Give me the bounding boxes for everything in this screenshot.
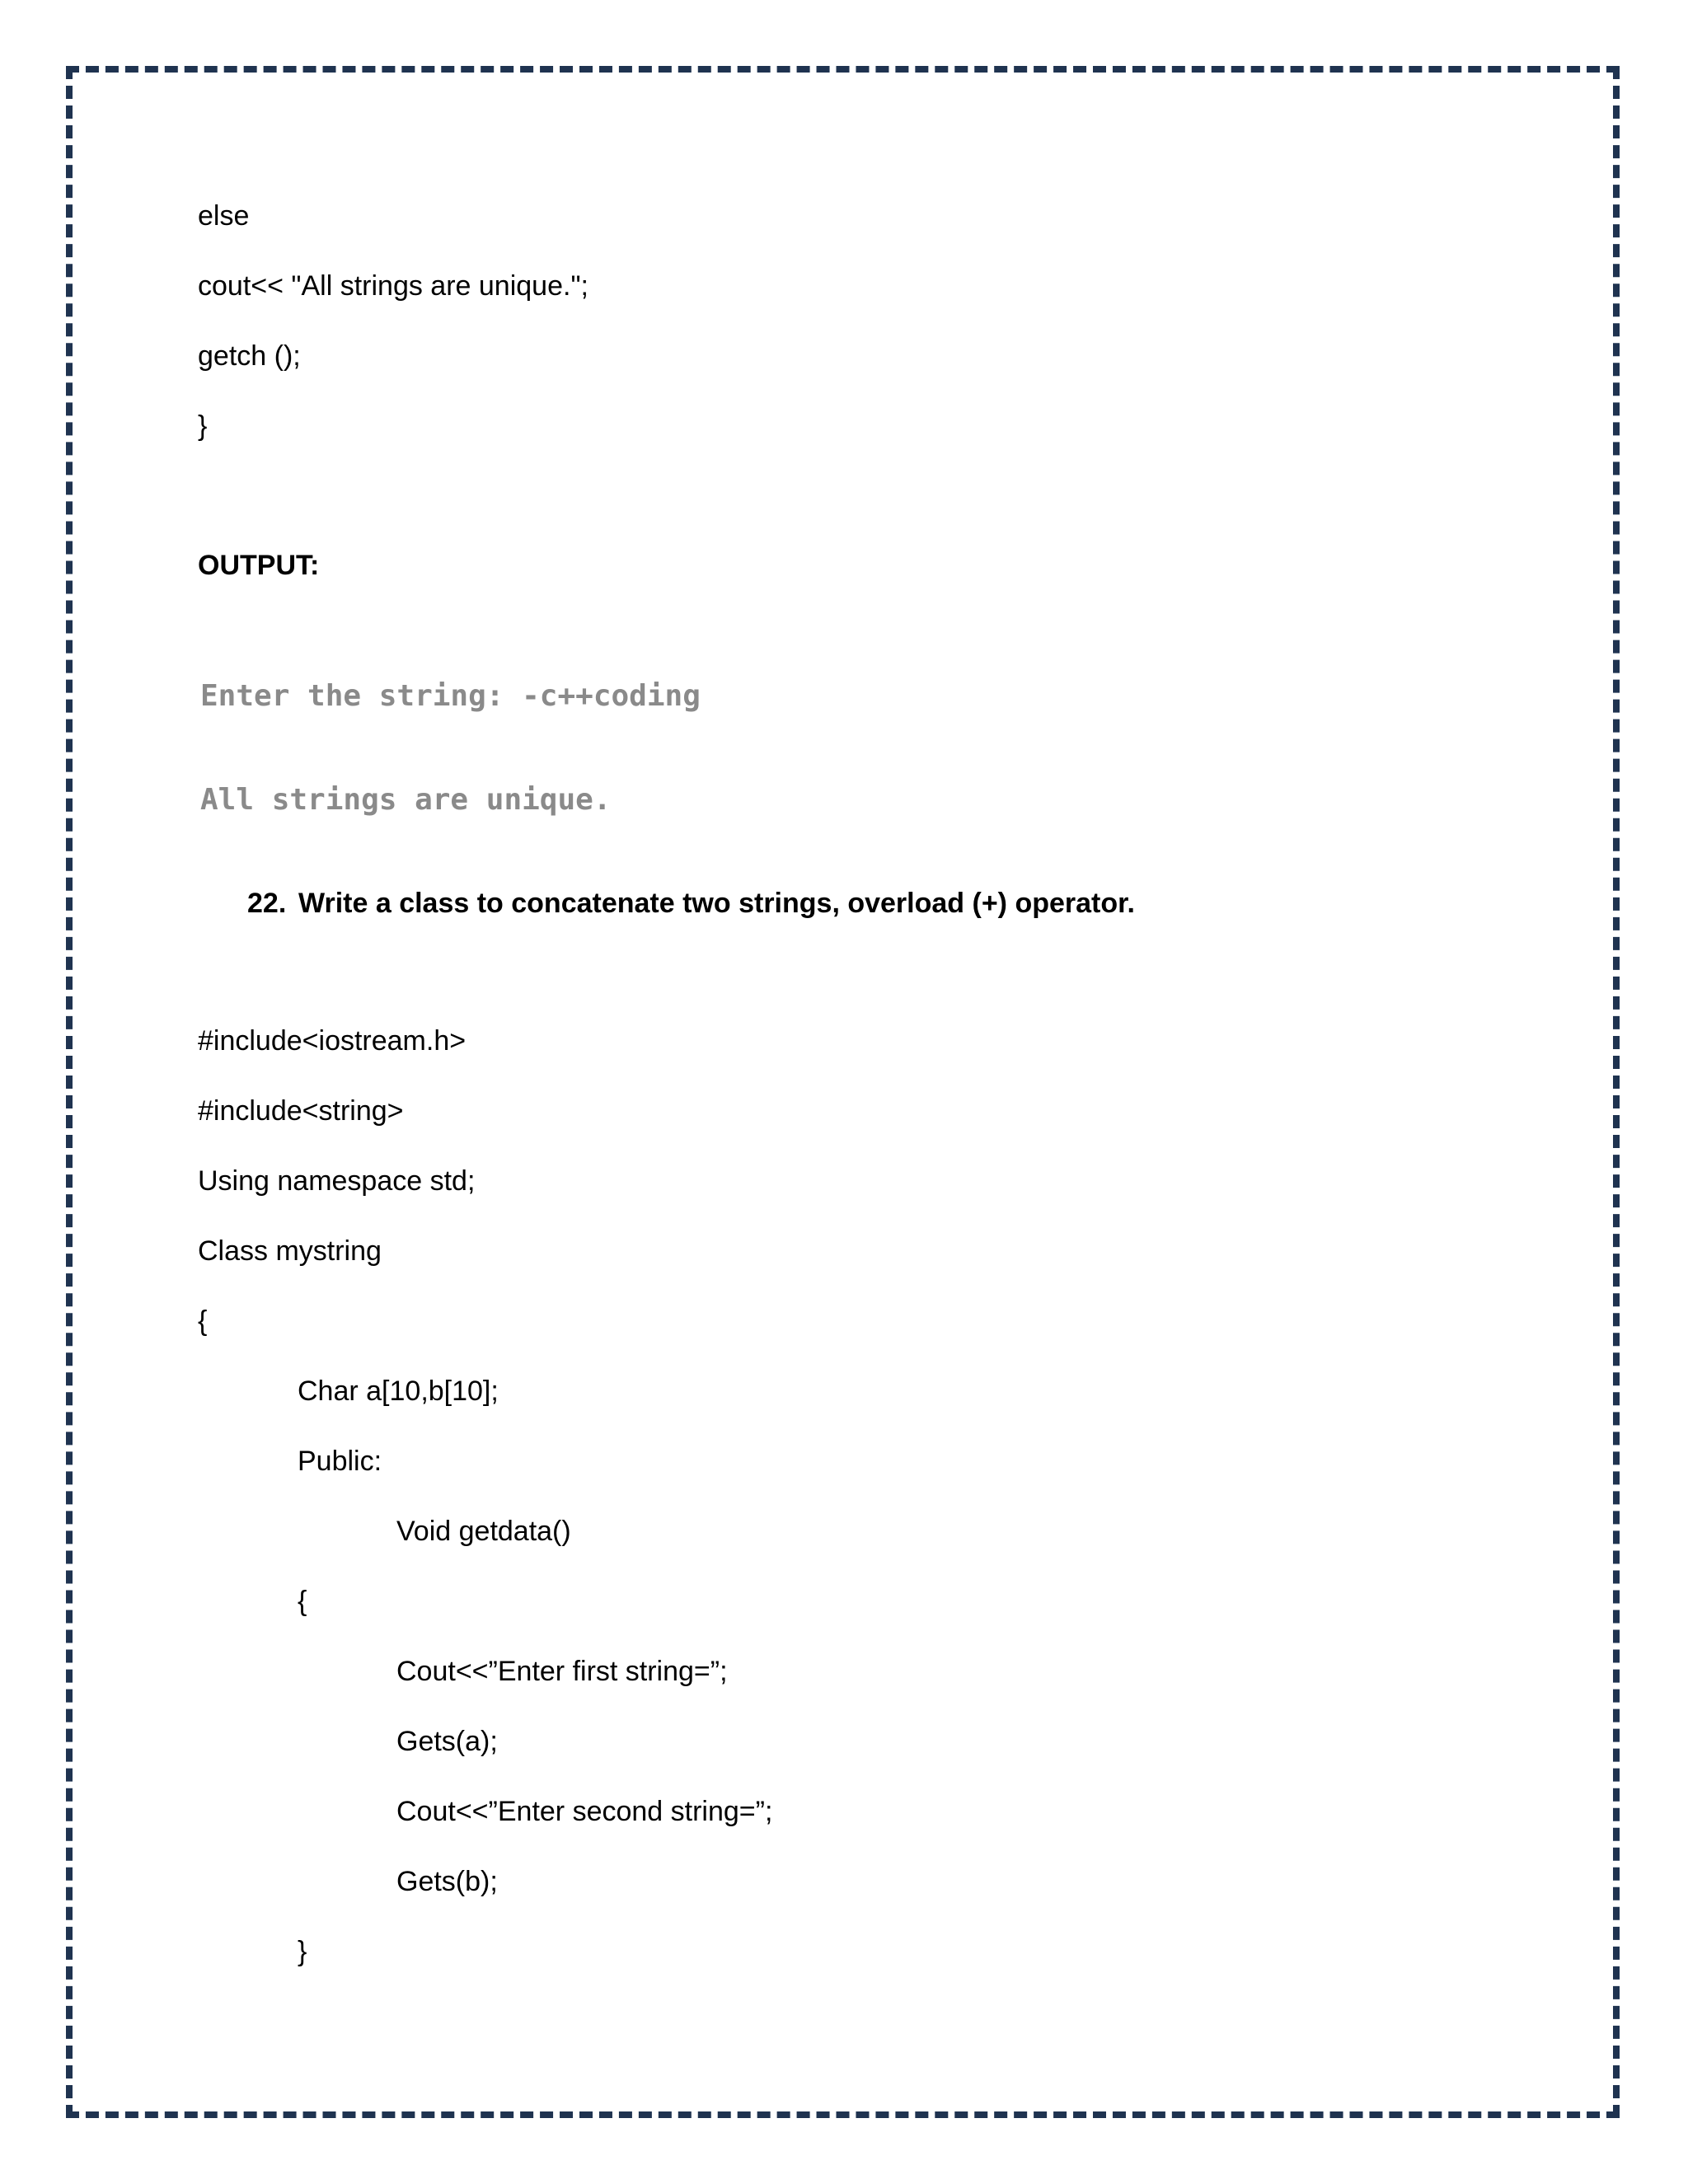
code-line-cout-first: Cout<<”Enter first string=”; bbox=[396, 1656, 728, 1687]
code-line-include-string: #include<string> bbox=[198, 1095, 404, 1127]
code-line-cout-unique: cout<< "All strings are unique."; bbox=[198, 270, 588, 302]
code-line-using-namespace: Using namespace std; bbox=[198, 1165, 476, 1197]
code-line-else: else bbox=[198, 200, 250, 232]
code-line-gets-a: Gets(a); bbox=[396, 1726, 498, 1757]
code-line-getch: getch (); bbox=[198, 340, 301, 372]
page-border bbox=[66, 66, 1620, 2118]
code-line-class-decl: Class mystring bbox=[198, 1235, 382, 1267]
code-line-close-brace: } bbox=[198, 410, 208, 442]
code-line-gets-b: Gets(b); bbox=[396, 1866, 498, 1897]
console-line-2: All strings are unique. bbox=[200, 783, 612, 817]
output-label: OUTPUT: bbox=[198, 550, 320, 581]
question-number: 22. bbox=[247, 888, 287, 919]
question-text: Write a class to concatenate two strings, overload (+) operator. bbox=[298, 888, 1135, 919]
code-line-cout-second: Cout<<”Enter second string=”; bbox=[396, 1796, 773, 1827]
code-line-inner-close-brace: } bbox=[298, 1936, 307, 1967]
console-line-1: Enter the string: -c++coding bbox=[200, 679, 701, 713]
console-output bbox=[200, 610, 701, 852]
code-line-public-label: Public: bbox=[298, 1446, 382, 1477]
code-line-void-getdata: Void getdata() bbox=[396, 1516, 571, 1547]
code-line-open-brace: { bbox=[198, 1305, 208, 1337]
code-line-include-iostream: #include<iostream.h> bbox=[198, 1025, 467, 1057]
code-line-char-decl: Char a[10,b[10]; bbox=[298, 1376, 499, 1407]
code-line-inner-open-brace: { bbox=[298, 1586, 307, 1617]
